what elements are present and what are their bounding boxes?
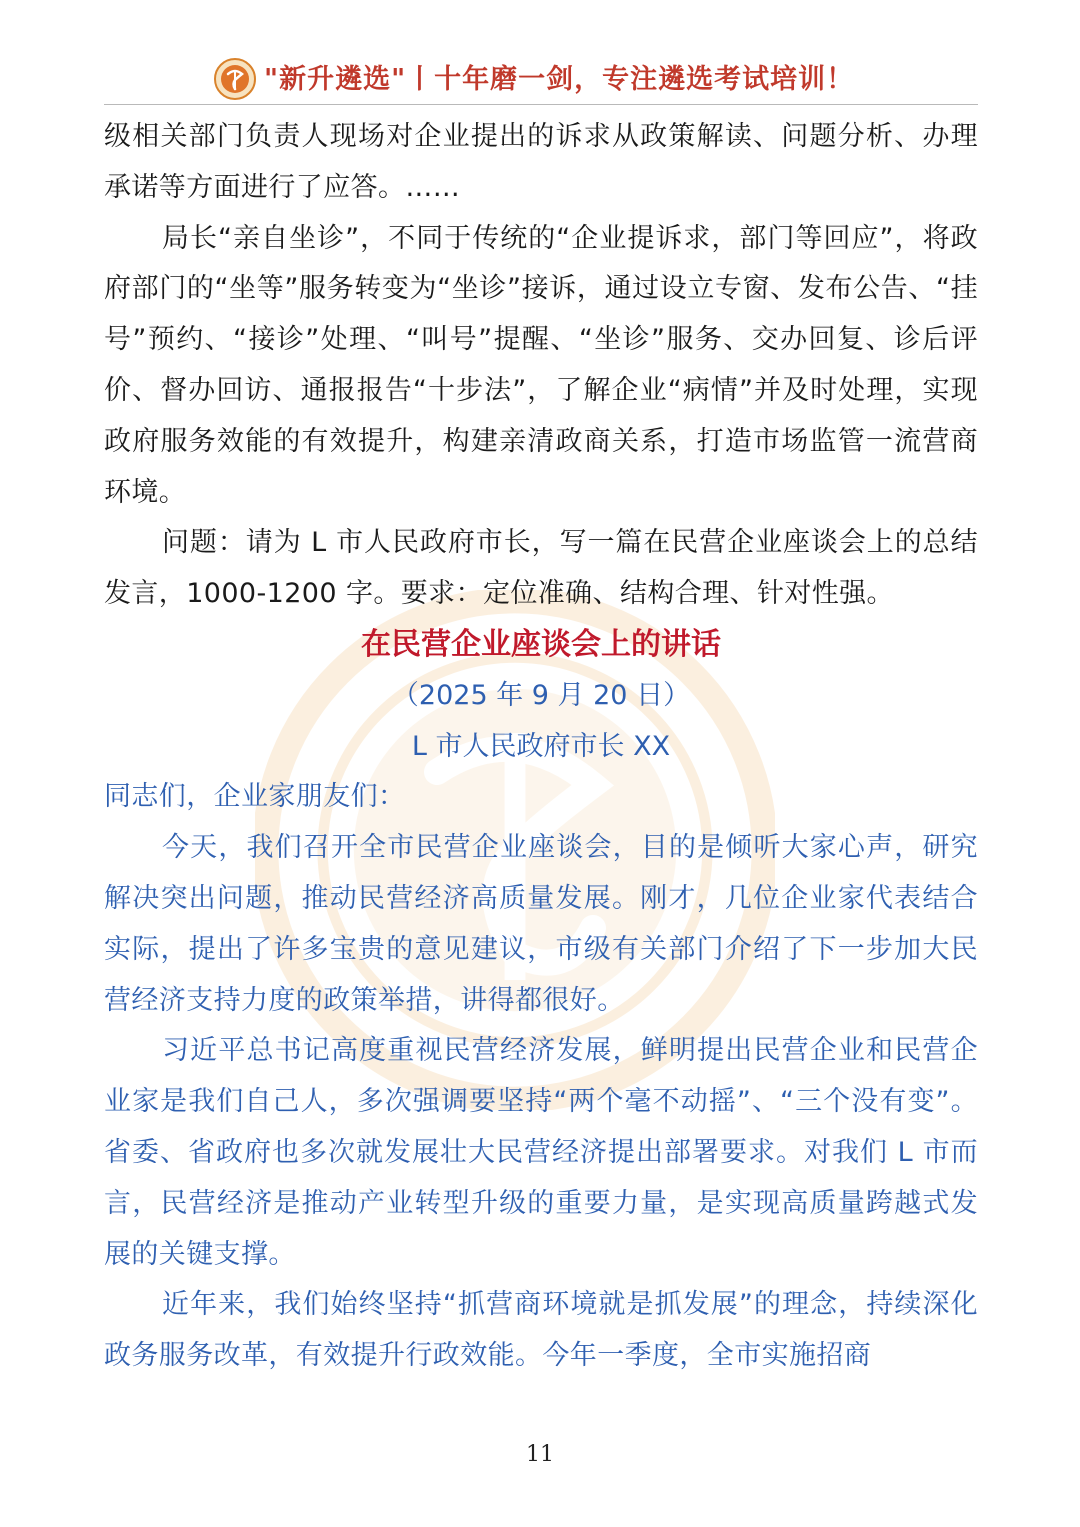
brand-logo-icon <box>214 58 256 100</box>
speech-title: 在民营企业座谈会上的讲话 <box>361 626 721 662</box>
intro-paragraph-1: 级相关部门负责人现场对企业提出的诉求从政策解读、问题分析、办理承诺等方面进行了应答。…… <box>104 121 978 203</box>
intro-paragraph-2: 局长“亲自坐诊”，不同于传统的“企业提诉求，部门等回应”，将政府部门的“坐等”服务转变为“坐诊”接诉，通过设立专窗、发布公告、“挂号”预约、“接诊”处理、“叫号”提醒、“坐诊”服务、交办回复、诊后评价、督办回访、通报报告“十步法”，了解企业“病情”并及时处理，实现政府服务效能的有效提升，构建亲清政商关系，打造市场监管一流营商环境。 <box>104 222 978 508</box>
speech-paragraph-2: 习近平总书记高度重视民营经济发展，鲜明提出民营企业和民营企业家是我们自己人，多次强调要坚持“两个毫不动摇”、“三个没有变”。省委、省政府也多次就发展壮大民营经济提出部署要求。对我们 L 市而言，民营经济是推动产业转型升级的重要力量，是实现高质量跨越式发展的关键支撑。 <box>104 1035 978 1270</box>
speech-date: （2025 年 9 月 20 日） <box>391 679 691 711</box>
page-number: 11 <box>526 1442 554 1467</box>
question-paragraph: 问题：请为 L 市人民政府市长，写一篇在民营企业座谈会上的总结发言，1000-1200 字。要求：定位准确、结构合理、针对性强。 <box>104 527 978 610</box>
header-slogan: "新升遴选"丨十年磨一剑，专注遴选考试培训！ <box>264 64 855 95</box>
speech-paragraph-3: 近年来，我们始终坚持“抓营商环境就是抓发展”的理念，持续深化政务服务改革，有效提升行政效能。今年一季度，全市实施招商 <box>104 1289 978 1372</box>
speech-speaker: L 市人民政府市长 XX <box>411 730 671 762</box>
speech-salutation: 同志们，企业家朋友们： <box>104 781 406 813</box>
page-content <box>104 112 978 1382</box>
page-header <box>104 52 978 105</box>
speech-paragraph-1: 今天，我们召开全市民营企业座谈会，目的是倾听大家心声，研究解决突出问题，推动民营经济高质量发展。刚才，几位企业家代表结合实际，提出了许多宝贵的意见建议，市级有关部门介绍了下一步加大民营经济支持力度的政策举措，讲得都很好。 <box>104 832 978 1016</box>
